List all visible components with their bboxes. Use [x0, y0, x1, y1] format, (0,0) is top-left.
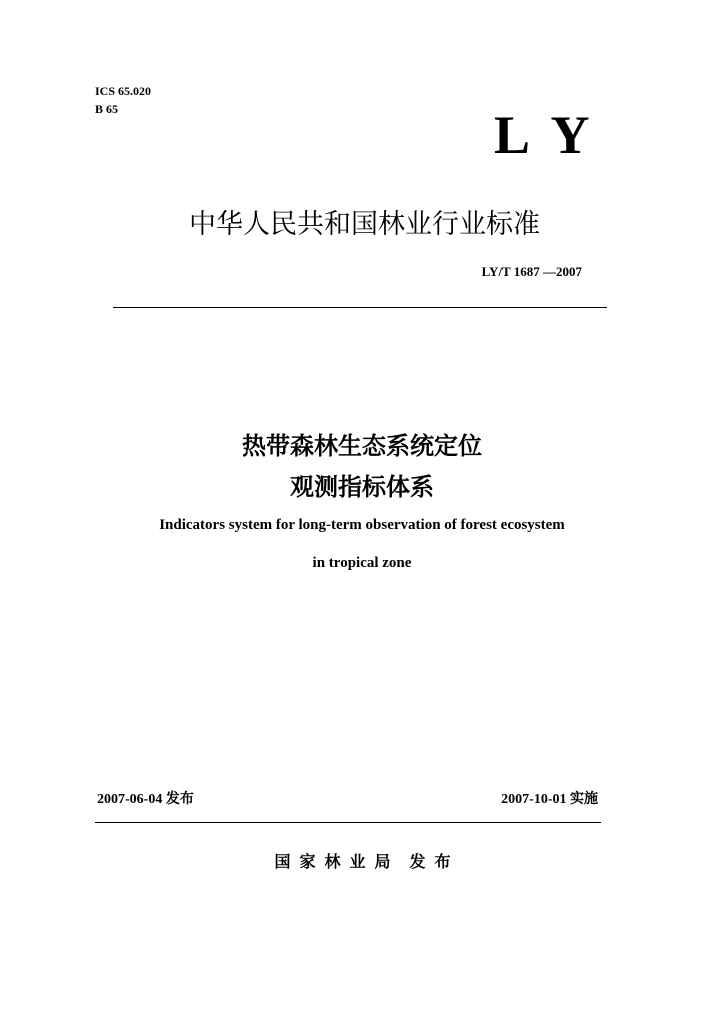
publisher-action: 发布 — [409, 852, 460, 871]
standard-category-title: 中华人民共和国林业行业标准 — [189, 209, 540, 240]
document-title-cn-line2: 观测指标体系 — [290, 473, 434, 501]
standard-number: LY/T 1687 —2007 — [481, 264, 582, 279]
issue-date: 2007-06-04 发布 — [97, 792, 194, 807]
document-title-en-line2: in tropical zone — [312, 555, 412, 571]
implementation-date: 2007-10-01 实施 — [501, 792, 598, 807]
document-title-cn-line1: 热带森林生态系统定位 — [242, 432, 482, 460]
publisher-line — [0, 850, 724, 874]
document-title-en-line1: Indicators system for long-term observation of forest ecosystem — [159, 517, 565, 533]
publisher-organization: 国家林业局 — [274, 852, 400, 871]
footer-divider — [95, 822, 601, 823]
clc-code: B 65 — [95, 102, 119, 116]
header-divider — [113, 307, 607, 308]
standard-brand-mark: L Y — [494, 105, 596, 165]
ics-code: ICS 65.020 — [95, 84, 152, 98]
